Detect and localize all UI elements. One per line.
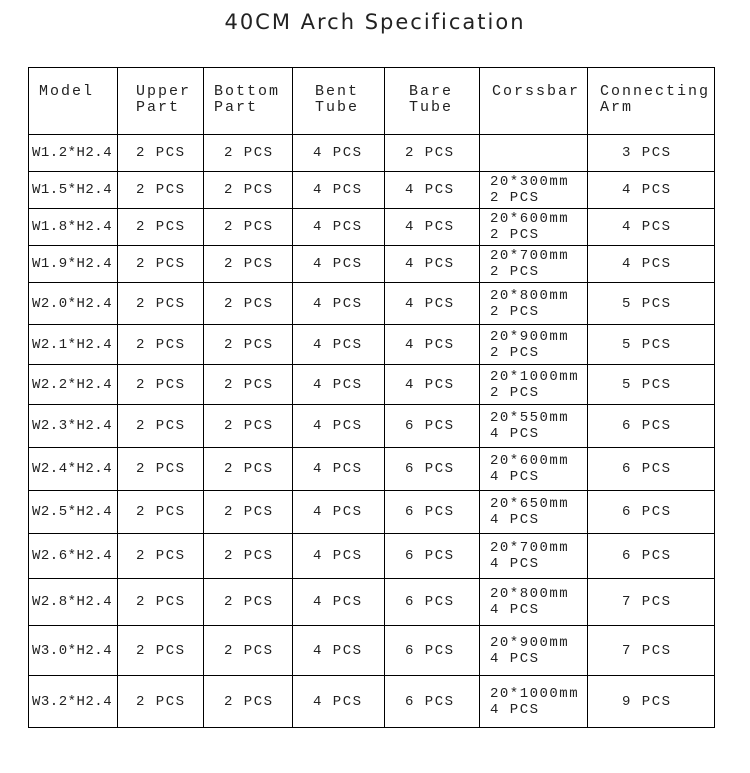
crossbar-cell [480, 448, 588, 491]
bottom-part-cell: 2 PCS [204, 448, 293, 491]
crossbar-quantity: 2 PCS [490, 384, 540, 401]
connecting-arm-cell: 6 PCS [588, 534, 715, 579]
bottom-part-cell: 2 PCS [204, 365, 293, 405]
bent-tube-cell: 4 PCS [293, 534, 385, 579]
crossbar-quantity: 4 PCS [490, 556, 540, 572]
upper-part-cell: 2 PCS [118, 626, 204, 676]
crossbar-cell [480, 676, 588, 728]
table-row [29, 579, 715, 626]
page-title: 40CM Arch Specification [224, 10, 526, 34]
crossbar-cell [480, 172, 588, 209]
header-bare-tube: Bare Tube [385, 68, 480, 135]
bent-tube-cell: 4 PCS [293, 579, 385, 626]
table-row [29, 135, 715, 172]
bent-tube-cell: 4 PCS [293, 172, 385, 209]
upper-part-cell: 2 PCS [118, 246, 204, 283]
table-row [29, 246, 715, 283]
model-cell: W3.0*H2.4 [29, 626, 118, 676]
bent-tube-cell: 4 PCS [293, 365, 385, 405]
bent-tube-cell: 4 PCS [293, 448, 385, 491]
bare-tube-cell: 6 PCS [385, 534, 480, 579]
bare-tube-cell: 6 PCS [385, 491, 480, 534]
crossbar-cell [480, 325, 588, 365]
bent-tube-cell: 4 PCS [293, 135, 385, 172]
upper-part-cell: 2 PCS [118, 491, 204, 534]
bottom-part-cell: 2 PCS [204, 626, 293, 676]
crossbar-size: 20*300mm [490, 174, 570, 190]
connecting-arm-cell: 7 PCS [588, 579, 715, 626]
upper-part-cell: 2 PCS [118, 283, 204, 325]
crossbar-size: 20*600mm [490, 211, 570, 227]
table-row [29, 491, 715, 534]
crossbar-size: 20*800mm [490, 586, 570, 602]
crossbar-size: 20*1000mm [490, 368, 580, 385]
connecting-arm-cell: 4 PCS [588, 172, 715, 209]
crossbar-cell [480, 209, 588, 246]
bottom-part-cell: 2 PCS [204, 676, 293, 728]
bottom-part-cell: 2 PCS [204, 534, 293, 579]
model-cell: W2.1*H2.4 [29, 325, 118, 365]
header-bottom-part: Bottom Part [204, 68, 293, 135]
bottom-part-cell: 2 PCS [204, 172, 293, 209]
connecting-arm-cell: 6 PCS [588, 491, 715, 534]
crossbar-cell [480, 135, 588, 172]
table-row [29, 325, 715, 365]
crossbar-quantity: 4 PCS [490, 602, 540, 618]
bottom-part-cell: 2 PCS [204, 325, 293, 365]
header-row [29, 68, 715, 135]
table-row [29, 448, 715, 491]
connecting-arm-cell: 6 PCS [588, 405, 715, 448]
crossbar-quantity: 2 PCS [490, 227, 540, 243]
crossbar-cell [480, 534, 588, 579]
bare-tube-cell: 6 PCS [385, 676, 480, 728]
bent-tube-cell: 4 PCS [293, 405, 385, 448]
crossbar-cell [480, 405, 588, 448]
connecting-arm-cell: 5 PCS [588, 325, 715, 365]
header-model: Model [29, 68, 118, 135]
table-row [29, 676, 715, 728]
connecting-arm-cell: 5 PCS [588, 283, 715, 325]
crossbar-cell [480, 579, 588, 626]
crossbar-quantity: 4 PCS [490, 426, 540, 442]
crossbar-quantity: 4 PCS [490, 469, 540, 485]
bent-tube-cell: 4 PCS [293, 283, 385, 325]
crossbar-quantity: 4 PCS [490, 701, 540, 718]
bottom-part-cell: 2 PCS [204, 491, 293, 534]
crossbar-size: 20*700mm [490, 248, 570, 264]
crossbar-cell [480, 626, 588, 676]
table-row [29, 209, 715, 246]
bent-tube-cell: 4 PCS [293, 491, 385, 534]
table-row [29, 283, 715, 325]
upper-part-cell: 2 PCS [118, 325, 204, 365]
model-cell: W1.2*H2.4 [29, 135, 118, 172]
table-row [29, 626, 715, 676]
model-cell: W3.2*H2.4 [29, 676, 118, 728]
bare-tube-cell: 6 PCS [385, 405, 480, 448]
bare-tube-cell: 2 PCS [385, 135, 480, 172]
model-cell: W2.3*H2.4 [29, 405, 118, 448]
crossbar-quantity: 2 PCS [490, 303, 540, 320]
bottom-part-cell: 2 PCS [204, 405, 293, 448]
upper-part-cell: 2 PCS [118, 209, 204, 246]
bent-tube-cell: 4 PCS [293, 209, 385, 246]
upper-part-cell: 2 PCS [118, 135, 204, 172]
header-bent-tube: Bent Tube [293, 68, 385, 135]
bottom-part-cell: 2 PCS [204, 283, 293, 325]
crossbar-quantity: 2 PCS [490, 190, 540, 206]
upper-part-cell: 2 PCS [118, 405, 204, 448]
upper-part-cell: 2 PCS [118, 579, 204, 626]
upper-part-cell: 2 PCS [118, 448, 204, 491]
crossbar-cell [480, 283, 588, 325]
upper-part-cell: 2 PCS [118, 534, 204, 579]
connecting-arm-cell: 7 PCS [588, 626, 715, 676]
connecting-arm-cell: 3 PCS [588, 135, 715, 172]
bare-tube-cell: 6 PCS [385, 626, 480, 676]
crossbar-size: 20*900mm [490, 634, 570, 651]
crossbar-size: 20*600mm [490, 453, 570, 469]
table-row [29, 172, 715, 209]
bent-tube-cell: 4 PCS [293, 325, 385, 365]
header-connecting-arm: Connecting Arm [588, 68, 715, 135]
crossbar-cell [480, 491, 588, 534]
model-cell: W2.2*H2.4 [29, 365, 118, 405]
bare-tube-cell: 4 PCS [385, 246, 480, 283]
connecting-arm-cell: 4 PCS [588, 209, 715, 246]
model-cell: W1.8*H2.4 [29, 209, 118, 246]
connecting-arm-cell: 5 PCS [588, 365, 715, 405]
bent-tube-cell: 4 PCS [293, 676, 385, 728]
upper-part-cell: 2 PCS [118, 676, 204, 728]
connecting-arm-cell: 9 PCS [588, 676, 715, 728]
table-row [29, 365, 715, 405]
model-cell: W2.8*H2.4 [29, 579, 118, 626]
model-cell: W2.6*H2.4 [29, 534, 118, 579]
crossbar-quantity: 2 PCS [490, 344, 540, 361]
bottom-part-cell: 2 PCS [204, 209, 293, 246]
table-row [29, 405, 715, 448]
crossbar-size: 20*1000mm [490, 685, 580, 702]
bare-tube-cell: 4 PCS [385, 365, 480, 405]
upper-part-cell: 2 PCS [118, 365, 204, 405]
bent-tube-cell: 4 PCS [293, 246, 385, 283]
bottom-part-cell: 2 PCS [204, 246, 293, 283]
crossbar-size: 20*800mm [490, 287, 570, 304]
bare-tube-cell: 4 PCS [385, 172, 480, 209]
header-crossbar: Corssbar [480, 68, 588, 135]
model-cell: W1.5*H2.4 [29, 172, 118, 209]
model-cell: W2.0*H2.4 [29, 283, 118, 325]
crossbar-size: 20*650mm [490, 496, 570, 512]
crossbar-quantity: 4 PCS [490, 512, 540, 528]
crossbar-cell [480, 365, 588, 405]
crossbar-size: 20*900mm [490, 328, 570, 345]
crossbar-size: 20*700mm [490, 540, 570, 556]
bare-tube-cell: 4 PCS [385, 325, 480, 365]
upper-part-cell: 2 PCS [118, 172, 204, 209]
crossbar-cell [480, 246, 588, 283]
bottom-part-cell: 2 PCS [204, 135, 293, 172]
crossbar-size: 20*550mm [490, 410, 570, 426]
spec-table [28, 67, 715, 728]
bare-tube-cell: 6 PCS [385, 448, 480, 491]
bent-tube-cell: 4 PCS [293, 626, 385, 676]
model-cell: W2.5*H2.4 [29, 491, 118, 534]
crossbar-quantity: 2 PCS [490, 264, 540, 280]
connecting-arm-cell: 4 PCS [588, 246, 715, 283]
bare-tube-cell: 4 PCS [385, 283, 480, 325]
crossbar-quantity: 4 PCS [490, 650, 540, 667]
bare-tube-cell: 4 PCS [385, 209, 480, 246]
table-row [29, 534, 715, 579]
model-cell: W2.4*H2.4 [29, 448, 118, 491]
bare-tube-cell: 6 PCS [385, 579, 480, 626]
bottom-part-cell: 2 PCS [204, 579, 293, 626]
connecting-arm-cell: 6 PCS [588, 448, 715, 491]
model-cell: W1.9*H2.4 [29, 246, 118, 283]
header-upper-part: Upper Part [118, 68, 204, 135]
